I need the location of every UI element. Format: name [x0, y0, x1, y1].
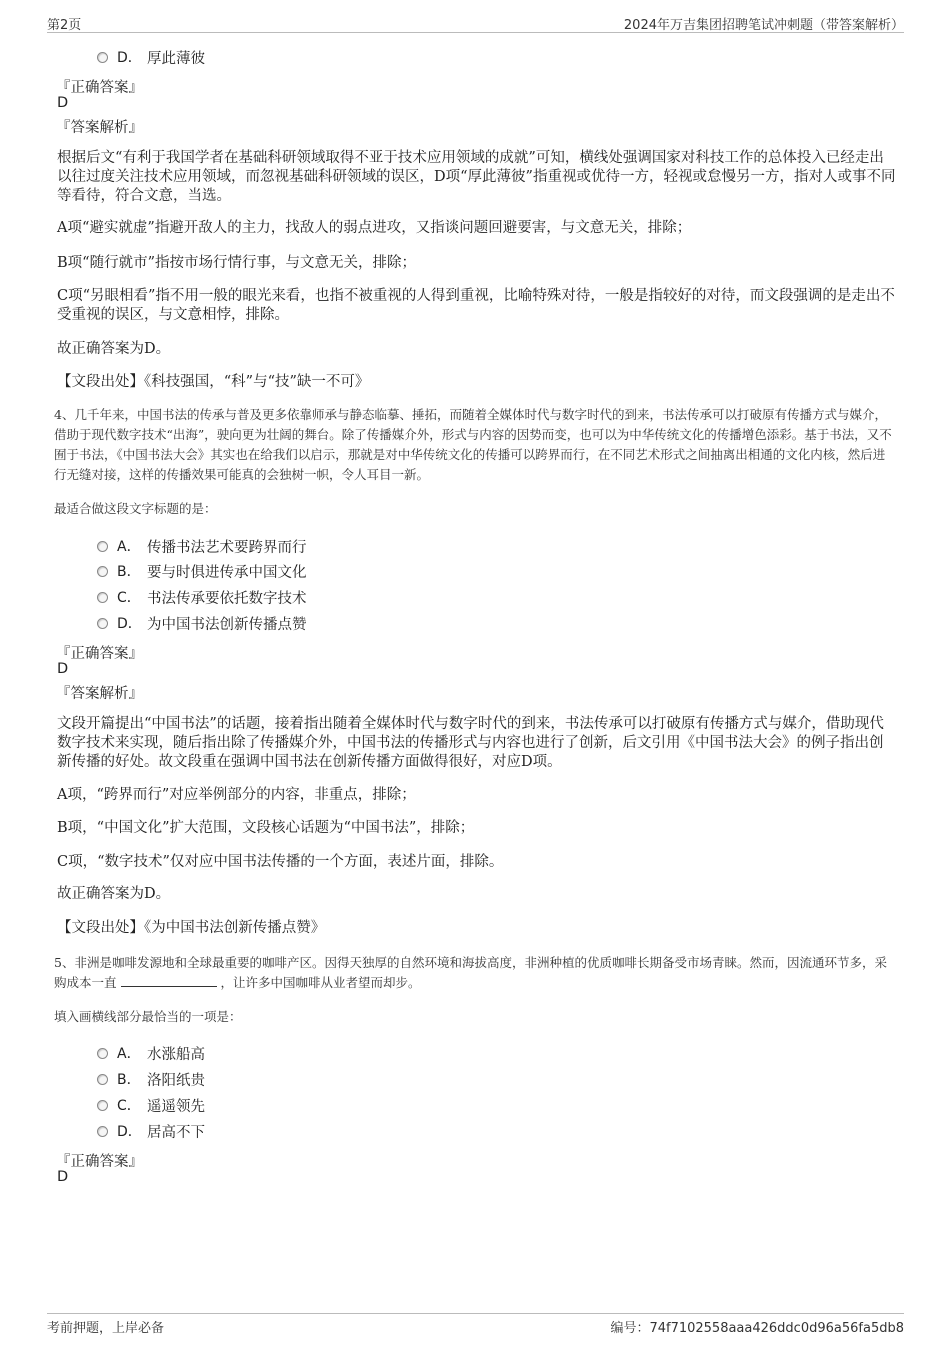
q4-option-c[interactable] [97, 586, 307, 608]
q4-analysis-b: B项，“中国文化”扩大范围，文段核心话题为“中国书法”，排除； [57, 820, 475, 836]
q5-passage-end: ，让许多中国咖啡从业者望而却步。 [220, 975, 421, 990]
q5-option-a[interactable] [97, 1042, 205, 1064]
radio-icon[interactable] [97, 566, 108, 577]
q4-analysis-c: C项，“数字技术”仅对应中国书法传播的一个方面，表述片面，排除。 [57, 854, 504, 870]
q3-analysis-c: C项“另眼相看”指不用一般的眼光来看，也指不被重视的人得到重视，比喻特殊对待，一般是指较好的对待，而文段强调的是走出不受重视的误区，与文意相悖，排除。 [57, 288, 895, 323]
q4-answer: D [57, 661, 69, 677]
q5-option-d[interactable] [97, 1120, 205, 1142]
q4-option-d[interactable] [97, 612, 307, 634]
q5-prompt: 填入画横线部分最恰当的一项是： [54, 1009, 242, 1024]
option-text: 居高不下 [147, 1124, 205, 1141]
page-footer [47, 1313, 904, 1338]
q3-answer-label: 『正确答案』 [56, 80, 143, 96]
page-number: 第2页 [47, 18, 82, 33]
q5-passage [54, 953, 897, 993]
page-header [47, 10, 904, 33]
option-letter: A． [117, 539, 141, 555]
q4-option-a[interactable] [97, 535, 307, 557]
footer-slogan: 考前押题，上岸必备 [47, 1321, 165, 1336]
radio-icon[interactable] [97, 52, 108, 63]
document-title: 2024年万吉集团招聘笔试冲刺题（带答案解析） [623, 18, 904, 33]
serial-label: 编号： [610, 1321, 650, 1336]
fill-blank [121, 974, 217, 987]
radio-icon[interactable] [97, 1100, 108, 1111]
q5-answer-label: 『正确答案』 [56, 1154, 143, 1170]
q4-analysis-final: 故正确答案为D。 [57, 886, 171, 902]
q4-analysis-main: 文段开篇提出“中国书法”的话题，接着指出随着全媒体时代与数字时代的到来，书法传承可以打破原有传播方式与媒介，借助现代数字技术来实现，随后指出除了传播媒介外，中国书法的传播形式与内容也进行了创新，后文引用《中国书法大会》的例子指出创新传播的好处。故文段重在强调中国书法在创新传播方面做得很好，对应D项。 [57, 716, 884, 770]
q3-option-d[interactable] [97, 46, 205, 68]
q4-source: 【文段出处】《为中国书法创新传播点赞》 [57, 920, 326, 936]
footer-serial [610, 1317, 904, 1336]
q5-option-b[interactable] [97, 1068, 205, 1090]
option-letter: B． [117, 1072, 141, 1088]
option-text: 洛阳纸贵 [147, 1072, 205, 1089]
q4-analysis-a: A项，“跨界而行”对应举例部分的内容，非重点，排除； [57, 787, 416, 803]
q3-answer: D [57, 95, 69, 111]
radio-icon[interactable] [97, 592, 108, 603]
radio-icon[interactable] [97, 618, 108, 629]
option-text: 传播书法艺术要跨界而行 [147, 539, 307, 556]
option-letter: B． [117, 564, 141, 580]
q4-passage: 4、几千年来，中国书法的传承与普及更多依靠师承与静态临摹、捶拓，而随着全媒体时代与数字时代的到来，书法传承可以打破原有传播方式与媒介，借助于现代数字技术“出海”，驶向更为壮阔的舞台。除了传播媒介外，形式与内容的因势而变，也可以为中华传统文化的传播增色添彩。基于书法，又不囿于书法，《中国书法大会》其实也在给我们以启示，那就是对中华传统文化的传播可以跨界而行，在不同艺术形式之间抽离出相通的文化内核，然后进行无缝对接，这样的传播效果可能真的会独树一帜，令人耳目一新。 [54, 407, 892, 482]
q5-answer: D [57, 1169, 69, 1185]
option-text: 厚此薄彼 [147, 50, 205, 67]
radio-icon[interactable] [97, 1074, 108, 1085]
q3-analysis-main: 根据后文“有利于我国学者在基础科研领域取得不亚于技术应用领域的成就”可知，横线处强调国家对科技工作的总体投入已经走出以往过度关注技术应用领域，而忽视基础科研领域的误区，D项“厚此薄彼”指重视或优待一方，轻视或怠慢另一方，指对人或事不同等看待，符合文意，当选。 [57, 150, 896, 204]
q5-option-c[interactable] [97, 1094, 205, 1116]
q4-prompt: 最适合做这段文字标题的是： [54, 501, 217, 516]
option-letter: D． [117, 616, 142, 632]
option-text: 遥遥领先 [147, 1098, 205, 1115]
option-letter: C． [117, 1098, 141, 1114]
radio-icon[interactable] [97, 541, 108, 552]
radio-icon[interactable] [97, 1048, 108, 1059]
q4-option-b[interactable] [97, 560, 307, 582]
option-text: 为中国书法创新传播点赞 [147, 616, 307, 633]
q3-source: 【文段出处】《科技强国，“科”与“技”缺一不可》 [57, 374, 370, 390]
q4-analysis-label: 『答案解析』 [56, 686, 143, 702]
option-letter: A． [117, 1046, 141, 1062]
option-letter: D． [117, 50, 142, 66]
q3-analysis-a: A项“避实就虚”指避开敌人的主力，找敌人的弱点进攻，又指谈问题回避要害，与文意无关，排除； [57, 220, 692, 236]
q3-analysis-b: B项“随行就市”指按市场行情行事，与文意无关，排除； [57, 255, 416, 271]
option-letter: D． [117, 1124, 142, 1140]
radio-icon[interactable] [97, 1126, 108, 1137]
option-letter: C． [117, 590, 141, 606]
q5-passage-start: 5、非洲是咖啡发源地和全球最重要的咖啡产区。因得天独厚的自然环境和海拔高度，非洲种植的优质咖啡长期备受市场青睐。然而，因流通环节多，采购成本一直 [54, 955, 887, 990]
option-text: 水涨船高 [147, 1046, 205, 1063]
option-text: 书法传承要依托数字技术 [147, 590, 307, 607]
q3-analysis-label: 『答案解析』 [56, 120, 143, 136]
q4-answer-label: 『正确答案』 [56, 646, 143, 662]
q3-analysis-final: 故正确答案为D。 [57, 341, 171, 357]
serial-number: 74f7102558aaa426ddc0d96a56fa5db8 [649, 1321, 904, 1336]
option-text: 要与时俱进传承中国文化 [147, 564, 307, 581]
